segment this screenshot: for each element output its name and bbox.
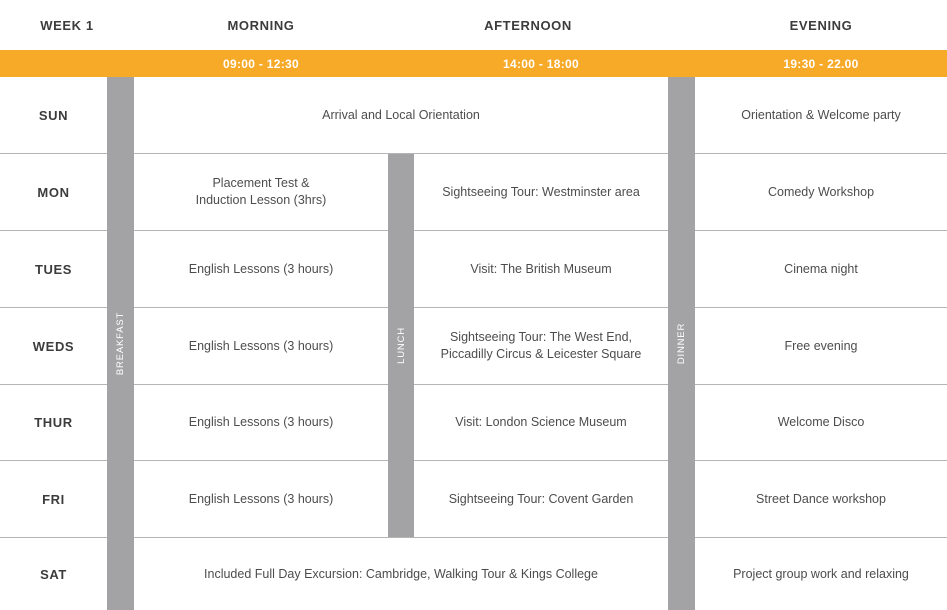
day-label: MON — [37, 184, 70, 200]
afternoon-cell: Visit: The British Museum — [470, 261, 612, 276]
morning-time: 09:00 - 12:30 — [223, 56, 299, 71]
morning-cell: English Lessons (3 hours) — [188, 491, 334, 506]
evening-cell: Orientation & Welcome party — [741, 107, 901, 122]
week-header: WEEK 1 — [40, 17, 94, 33]
breakfast-label: BREAKFAST — [115, 311, 127, 376]
evening-cell: Street Dance workshop — [756, 491, 886, 506]
day-label: THUR — [34, 415, 73, 430]
activity-cell: Included Full Day Excursion: Cambridge, Walking Tour & Kings College — [204, 566, 598, 581]
day-label: TUES — [34, 261, 73, 277]
afternoon-header: AFTERNOON — [484, 17, 572, 33]
morning-header: MORNING — [227, 17, 295, 33]
evening-cell: Free evening — [784, 338, 858, 353]
breakfast-bar — [107, 77, 134, 610]
dinner-bar — [668, 77, 695, 610]
evening-time: 19:30 - 22.00 — [783, 56, 859, 71]
afternoon-cell: Sightseeing Tour: Westminster area — [442, 184, 640, 199]
day-label: SUN — [38, 107, 69, 123]
day-label: SAT — [40, 566, 67, 582]
evening-cell: Cinema night — [784, 261, 858, 276]
morning-cell: Placement Test & Induction Lesson (3hrs) — [195, 176, 327, 207]
evening-cell: Project group work and relaxing — [733, 566, 909, 581]
lunch-bar — [388, 154, 414, 537]
morning-cell: English Lessons (3 hours) — [188, 261, 334, 276]
day-label: FRI — [42, 491, 65, 507]
lunch-label: LUNCH — [395, 327, 407, 364]
afternoon-cell: Sightseeing Tour: The West End, Piccadilly Circus & Leicester Square — [440, 330, 642, 361]
morning-cell: English Lessons (3 hours) — [188, 415, 334, 429]
evening-header: EVENING — [789, 17, 853, 33]
evening-cell: Welcome Disco — [777, 415, 865, 429]
dinner-label: DINNER — [676, 322, 687, 365]
afternoon-time: 14:00 - 18:00 — [503, 56, 579, 71]
morning-cell: English Lessons (3 hours) — [188, 338, 334, 353]
afternoon-cell: Visit: London Science Museum — [455, 415, 627, 429]
day-label: WEDS — [32, 338, 75, 354]
afternoon-cell: Sightseeing Tour: Covent Garden — [448, 491, 634, 506]
activity-cell: Arrival and Local Orientation — [322, 107, 480, 122]
evening-cell: Comedy Workshop — [767, 184, 875, 199]
